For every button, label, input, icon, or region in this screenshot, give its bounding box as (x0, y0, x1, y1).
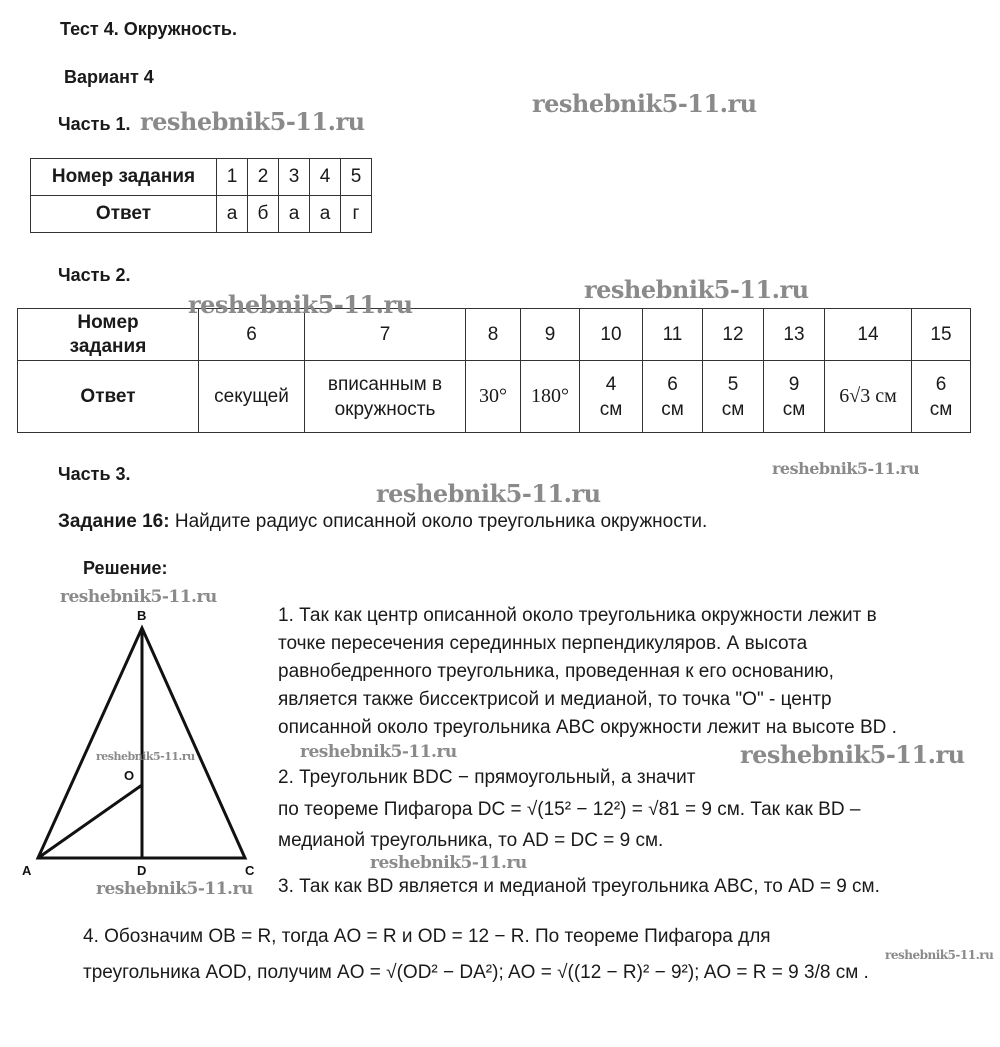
watermark: reshebnik5-11.ru (60, 587, 217, 607)
solution-step-4-line1: 4. Обозначим OB = R, тогда AO = R и OD = 12 − R. По теореме Пифагора для (83, 926, 771, 947)
answer-cell: 6 см (912, 361, 971, 433)
watermark: reshebnik5-11.ru (96, 750, 195, 763)
task-number: 6 (199, 309, 305, 361)
watermark: reshebnik5-11.ru (376, 479, 601, 508)
answer-cell: вписанным в окружность (305, 361, 466, 433)
answer-header: Ответ (18, 361, 199, 433)
part3-heading: Часть 3. (58, 464, 131, 484)
text-line: описанной около треугольника ABC окружности лежит на высоте BD . (278, 717, 897, 738)
part1-table (30, 158, 372, 233)
answer-cell: б (248, 196, 279, 233)
task-number: 9 (521, 309, 580, 361)
solution-step-3: 3. Так как BD является и медианой треугольника ABC, то AD = 9 см. (278, 876, 880, 897)
row-header: Номер задания (18, 309, 199, 361)
watermark: reshebnik5-11.ru (300, 742, 457, 762)
solution-step-2-line2: по теореме Пифагора DC = √(15² − 12²) = √81 = 9 см. Так как BD – (278, 799, 861, 820)
part2-heading: Часть 2. (58, 265, 131, 285)
point-label-o: O (124, 768, 135, 783)
watermark: reshebnik5-11.ru (96, 879, 253, 899)
answer-cell: 180° (521, 361, 580, 433)
task-number: 11 (643, 309, 703, 361)
answer-cell: а (310, 196, 341, 233)
task-number: 13 (764, 309, 825, 361)
task-number: 12 (703, 309, 764, 361)
task-number: 8 (466, 309, 521, 361)
task-16 (58, 511, 707, 533)
answer-cell: г (341, 196, 372, 233)
watermark: reshebnik5-11.ru (584, 275, 809, 304)
task-text: Найдите радиус описанной около треугольника окружности. (169, 511, 708, 532)
task-number: 3 (279, 159, 310, 196)
variant-label: Вариант 4 (64, 67, 154, 87)
vertex-label-c: C (245, 863, 255, 878)
answer-cell: секущей (199, 361, 305, 433)
watermark: reshebnik5-11.ru (188, 290, 413, 319)
part2-table (17, 308, 971, 433)
task-number: 4 (310, 159, 341, 196)
watermark: reshebnik5-11.ru (370, 853, 527, 873)
answer-cell: 5 см (703, 361, 764, 433)
task-number: 5 (341, 159, 372, 196)
part1-heading: Часть 1. (58, 114, 131, 134)
solution-step-2-line3: медианой треугольника, то AD = DC = 9 см. (278, 830, 664, 851)
task-number: 2 (248, 159, 279, 196)
triangle-figure (0, 600, 270, 890)
vertex-label-a: A (22, 863, 32, 878)
watermark: reshebnik5-11.ru (140, 107, 365, 136)
answer-cell: 4 см (580, 361, 643, 433)
watermark: reshebnik5-11.ru (532, 89, 757, 118)
task-number: 10 (580, 309, 643, 361)
row-header: Номер задания (31, 159, 217, 196)
answer-header: Ответ (31, 196, 217, 233)
doc-title: Тест 4. Окружность. (60, 19, 237, 39)
point-label-d: D (137, 863, 147, 878)
answer-cell: 30° (466, 361, 521, 433)
solution-step-2-line1: 2. Треугольник BDC − прямоугольный, а значит (278, 767, 696, 788)
answer-cell: 9 см (764, 361, 825, 433)
text-line: равнобедренного треугольника, проведенная к его основанию, (278, 661, 834, 682)
answer-cell: 6√3 см (825, 361, 912, 433)
solution-step-1 (278, 602, 897, 742)
task-number: 7 (305, 309, 466, 361)
solution-label: Решение: (83, 558, 168, 578)
watermark: reshebnik5-11.ru (772, 459, 920, 478)
answer-cell: а (217, 196, 248, 233)
answer-cell: а (279, 196, 310, 233)
task-number: 1 (217, 159, 248, 196)
text-line: является также биссектрисой и медианой, то точка "O" - центр (278, 689, 832, 710)
text-line: 1. Так как центр описанной около треугольника окружности лежит в (278, 605, 877, 626)
vertex-label-b: B (137, 608, 147, 623)
task-label: Задание 16: (58, 511, 170, 532)
watermark: reshebnik5-11.ru (885, 948, 994, 962)
task-number: 15 (912, 309, 971, 361)
answer-cell: 6 см (643, 361, 703, 433)
watermark: reshebnik5-11.ru (740, 740, 965, 769)
text-line: точке пересечения серединных перпендикуляров. А высота (278, 633, 808, 654)
solution-step-4-line2: треугольника AOD, получим AO = √(OD² − DA²); AO = √((12 − R)² − 9²); AO = R = 9 3/8 см . (83, 962, 869, 983)
task-number: 14 (825, 309, 912, 361)
